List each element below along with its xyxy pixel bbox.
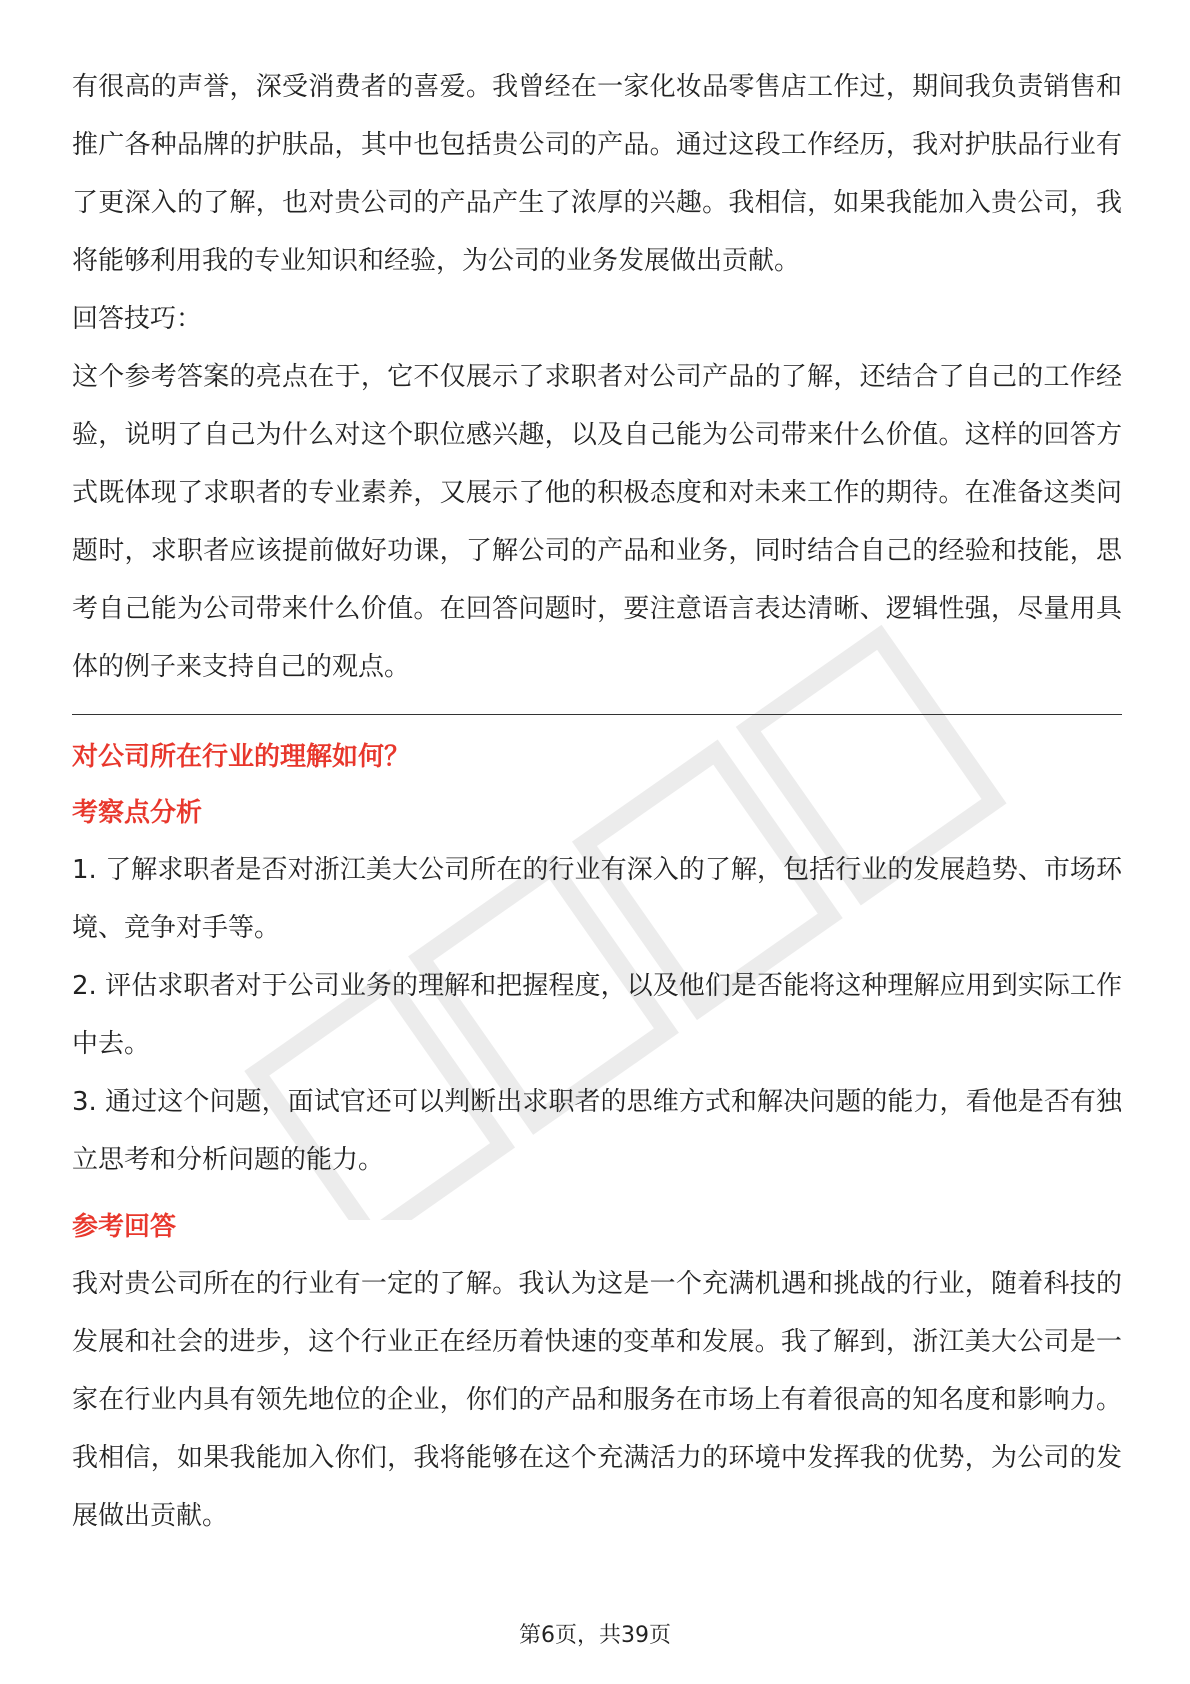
document-body	[72, 58, 1122, 1545]
analysis-item-1: 1. 了解求职者是否对浙江美大公司所在的行业有深入的了解，包括行业的发展趋势、市场环境、竞争对手等。	[72, 855, 1122, 943]
answer-heading: 参考回答	[72, 1212, 177, 1242]
tips-paragraph: 这个参考答案的亮点在于，它不仅展示了求职者对公司产品的了解，还结合了自己的工作经验，说明了自己为什么对这个职位感兴趣，以及自己能为公司带来什么价值。这样的回答方式既体现了求职者的专业素养，又展示了他的积极态度和对未来工作的期待。在准备这类问题时，求职者应该提前做好功课，了解公司的产品和业务，同时结合自己的经验和技能，思考自己能为公司带来什么价值。在回答问题时，要注意语言表达清晰、逻辑性强，尽量用具体的例子来支持自己的观点。	[72, 362, 1122, 682]
analysis-item-2: 2. 评估求职者对于公司业务的理解和把握程度，以及他们是否能将这种理解应用到实际工作中去。	[72, 971, 1122, 1059]
tips-label: 回答技巧：	[72, 304, 203, 334]
question-title: 对公司所在行业的理解如何？	[72, 742, 411, 772]
page-footer: 第6页，共39页	[519, 1623, 671, 1648]
section-divider	[72, 714, 1122, 715]
answer-paragraph: 我对贵公司所在的行业有一定的了解。我认为这是一个充满机遇和挑战的行业，随着科技的发展和社会的进步，这个行业正在经历着快速的变革和发展。我了解到，浙江美大公司是一家在行业内具有领先地位的企业，你们的产品和服务在市场上有着很高的知名度和影响力。我相信，如果我能加入你们，我将能够在这个充满活力的环境中发挥我的优势，为公司的发展做出贡献。	[72, 1269, 1122, 1531]
intro-paragraph: 有很高的声誉，深受消费者的喜爱。我曾经在一家化妆品零售店工作过，期间我负责销售和推广各种品牌的护肤品，其中也包括贵公司的产品。通过这段工作经历，我对护肤品行业有了更深入的了解，也对贵公司的产品产生了浓厚的兴趣。我相信，如果我能加入贵公司，我将能够利用我的专业知识和经验，为公司的业务发展做出贡献。	[72, 72, 1122, 276]
analysis-heading: 考察点分析	[72, 798, 203, 828]
analysis-item-3: 3. 通过这个问题，面试官还可以判断出求职者的思维方式和解决问题的能力，看他是否有独立思考和分析问题的能力。	[72, 1087, 1122, 1175]
